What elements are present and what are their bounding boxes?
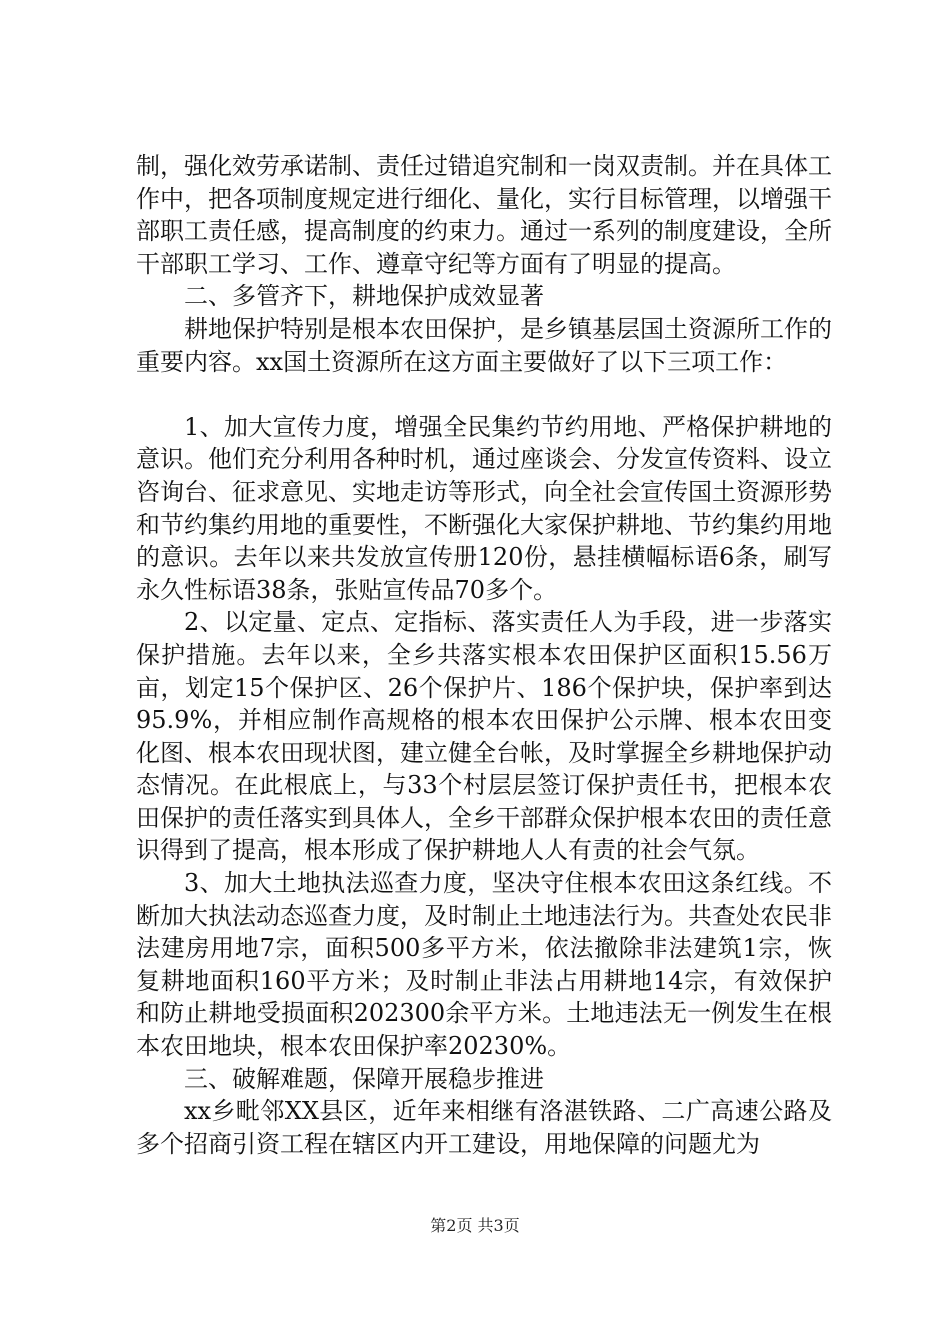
paragraph-intro: 耕地保护特别是根本农田保护，是乡镇基层国土资源所工作的重要内容。xx国土资源所在这方面主要做好了以下三项工作： <box>136 314 832 376</box>
paragraph-section-3: xx乡毗邻XX县区，近年来相继有洛湛铁路、二广高速公路及多个招商引资工程在辖区内开工建设，用地保障的问题尤为 <box>136 1097 832 1158</box>
section-heading-2: 二、多管齐下，耕地保护成效显著 <box>184 282 544 311</box>
page-footer <box>0 1215 950 1237</box>
section-heading-3: 三、破解难题，保障开展稳步推进 <box>184 1064 544 1093</box>
page-number: 第2页 共3页 <box>430 1216 520 1235</box>
blank-line <box>136 378 832 411</box>
paragraph-item-2: 2、以定量、定点、定指标、落实责任人为手段，进一步落实保护措施。去年以来，全乡共落实根本农田保护区面积15.56万亩，划定15个保护区、26个保护片、186个保护块，保护率到达95.9%，并相应制作高规格的根本农田保护公示牌、根本农田变化图、根本农田现状图，建立健全台帐，及时掌握全乡耕地保护动态情况。在此根底上，与33个村层层签订保护责任书，把根本农田保护的责任落实到具体人，全乡干部群众保护根本农田的责任意识得到了提高，根本形成了保护耕地人人有责的社会气氛。 <box>136 608 832 865</box>
paragraph-continued: 制，强化效劳承诺制、责任过错追究制和一岗双责制。并在具体工作中，把各项制度规定进行细化、量化，实行目标管理，以增强干部职工责任感，提高制度的约束力。通过一系列的制度建设，全所干部职工学习、工作、遵章守纪等方面有了明显的提高。 <box>136 152 832 278</box>
paragraph-item-1: 1、加大宣传力度，增强全民集约节约用地、严格保护耕地的意识。他们充分利用各种时机，通过座谈会、分发宣传资料、设立咨询台、征求意见、实地走访等形式，向全社会宣传国土资源形势和节约集约用地的重要性，不断强化大家保护耕地、节约集约用地的意识。去年以来共发放宣传册120份，悬挂横幅标语6条，刷写永久性标语38条，张贴宣传品70多个。 <box>136 412 832 604</box>
paragraph-item-3: 3、加大土地执法巡查力度，坚决守住根本农田这条红线。不断加大执法动态巡查力度，及时制止土地违法行为。共查处农民非法建房用地7宗，面积500多平方米，依法撤除非法建筑1宗，恢复耕地面积160平方米；及时制止非法占用耕地14宗，有效保护和防止耕地受损面积202300余平方米。土地违法无一例发生在根本农田地块，根本农田保护率20230%。 <box>136 869 832 1061</box>
document-body <box>136 150 832 1160</box>
